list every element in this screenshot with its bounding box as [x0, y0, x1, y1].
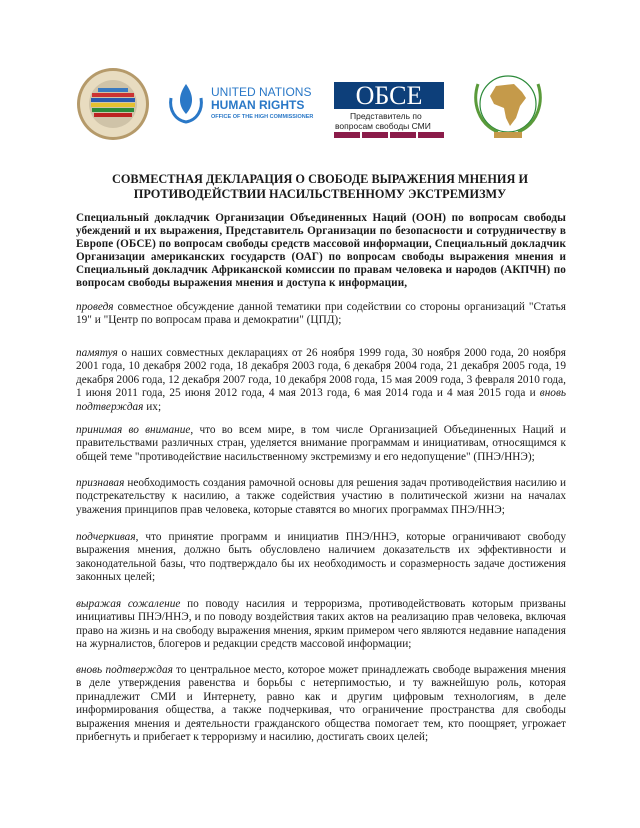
african-union-emblem-icon: [468, 72, 548, 142]
paragraph-lead: вновь подтверждая: [76, 664, 173, 676]
osce-sub1: Представитель по: [350, 111, 422, 121]
paragraph-text: необходимость создания рамочной основы для решения задач противодействия насилию и подстрекательству к насилию, а также содействия участию в политической жизни на началах уважения принципов прав человека, которые ставятся во многих программах ПНЭ/ННЭ;: [76, 477, 566, 516]
signatories-paragraph: Специальный докладчик Организации Объединенных Наций (ООН) по вопросам свободы убеждений и их выражения, Представитель Организации по безопасности и сотрудничеству в Европе (ОБСЕ) по вопросам свободы средств массовой информации, Специальный докладчик Организации американских государств (ОАГ) по вопросам свободы выражения мнения и Специальный докладчик Африканской комиссии по правам человека и народов (АКПЧН) по вопросам свободы выражения мнения и доступа к информации,: [76, 212, 566, 289]
paragraph-5: [76, 531, 566, 585]
paragraph-lead-2: вновь подтверждая: [76, 387, 566, 413]
paragraph-lead: принимая во внимание: [76, 424, 191, 436]
paragraph-text: совместное обсуждение данной тематики при содействии со стороны организаций "Статья 19" и "Центр по вопросам права и демократии" (ЦПД);: [76, 301, 566, 327]
paragraph-text: , что принятие программ и инициатив ПНЭ/ННЭ, которые ограничивают свободу выражения мнения, должно быть обусловлено наличием доказательств их эффективности и законодательной базы, что подтверждало бы их необходимость и соразмерность задаче достижения законных целей;: [76, 531, 566, 584]
paragraph-lead: подчеркивая: [76, 531, 136, 543]
paragraph-7: [76, 664, 566, 744]
paragraph-lead: памятуя: [76, 347, 118, 359]
osce-bars: [334, 132, 444, 138]
un-line3: OFFICE OF THE HIGH COMMISSIONER: [211, 114, 314, 120]
paragraph-lead: проведя: [76, 301, 114, 313]
paragraph-lead: признавая: [76, 477, 125, 489]
un-line2: HUMAN RIGHTS: [211, 98, 305, 112]
paragraph-text: , что во всем мире, в том числе Организацией Объединенных Наций и правительствами различных стран, уделяется внимание программам и инициативам, относящимся к общей теме "противодействие насильственному экстремизму и его недопущение" (ПНЭ/ННЭ);: [76, 424, 566, 463]
paragraph-text: по поводу насилия и терроризма, противодействовать которым призваны инициативы ПНЭ/ННЭ, и по поводу воздействия таких актов на реализацию прав человека, включая право на жизнь и на свободу выражения мнения, ярким примером чего являются недавние нападения на журналистов, блогеров и редакции средств массовой информации;: [76, 598, 566, 651]
un-line1: UNITED NATIONS: [211, 85, 312, 99]
paragraph-text: то центральное место, которое может принадлежать свободе выражения мнения в деле утверждения равенства и борьбы с нетерпимостью, и ту важнейшую роль, которая принадлежит СМИ и Интернету, равно как и другим цифровым технологиям, в деле информирования общества, а также подчеркивая, что ограничение пространства для свободы выражения мнения и деятельности гражданского общества помогает тем, кто поощряет, угрожает прибегнуть и прибегает к терроризму и насилию, достигать своих целей;: [76, 664, 566, 744]
paragraph-tail: их;: [143, 400, 162, 413]
oas-seal-icon: [76, 67, 150, 141]
osce-acronym: ОБСЕ: [334, 82, 444, 109]
osce-sub2: вопросам свободы СМИ: [335, 121, 431, 131]
african-union-logo: [468, 72, 548, 142]
paragraph-3: [76, 424, 566, 464]
paragraph-4: [76, 477, 566, 517]
paragraph-2: [76, 347, 566, 414]
document-title: [60, 172, 580, 202]
un-human-rights-logo: [165, 80, 315, 128]
paragraph-1: [76, 301, 566, 328]
title-line-1: СОВМЕСТНАЯ ДЕКЛАРАЦИЯ О СВОБОДЕ ВЫРАЖЕНИЯ МНЕНИЯ И: [111, 172, 529, 186]
oas-logo: [76, 67, 150, 141]
osce-logo: [334, 82, 444, 140]
paragraph-6: [76, 598, 566, 652]
paragraph-text: о наших совместных декларациях от 26 ноября 1999 года, 30 ноября 2000 года, 20 ноября 2001 года, 10 декабря 2002 года, 18 декабря 2003 года, 6 декабря 2004 года, 21 декабря 2005 года, 19 декабря 2006 года, 12 декабря 2007 года, 10 декабря 2008 года, 15 мая 2009 года, 3 февраля 2010 года, 1 июня 2011 года, 25 июня 2012 года, 4 мая 2013 года, 6 мая 2014 года и 4 мая 2015 года и: [76, 347, 566, 400]
paragraph-lead: выражая сожаление: [76, 598, 181, 610]
un-flame-wreath-icon: [165, 80, 207, 126]
title-line-2: ПРОТИВОДЕЙСТВИИ НАСИЛЬСТВЕННОМУ ЭКСТРЕМИЗМУ: [133, 187, 507, 201]
